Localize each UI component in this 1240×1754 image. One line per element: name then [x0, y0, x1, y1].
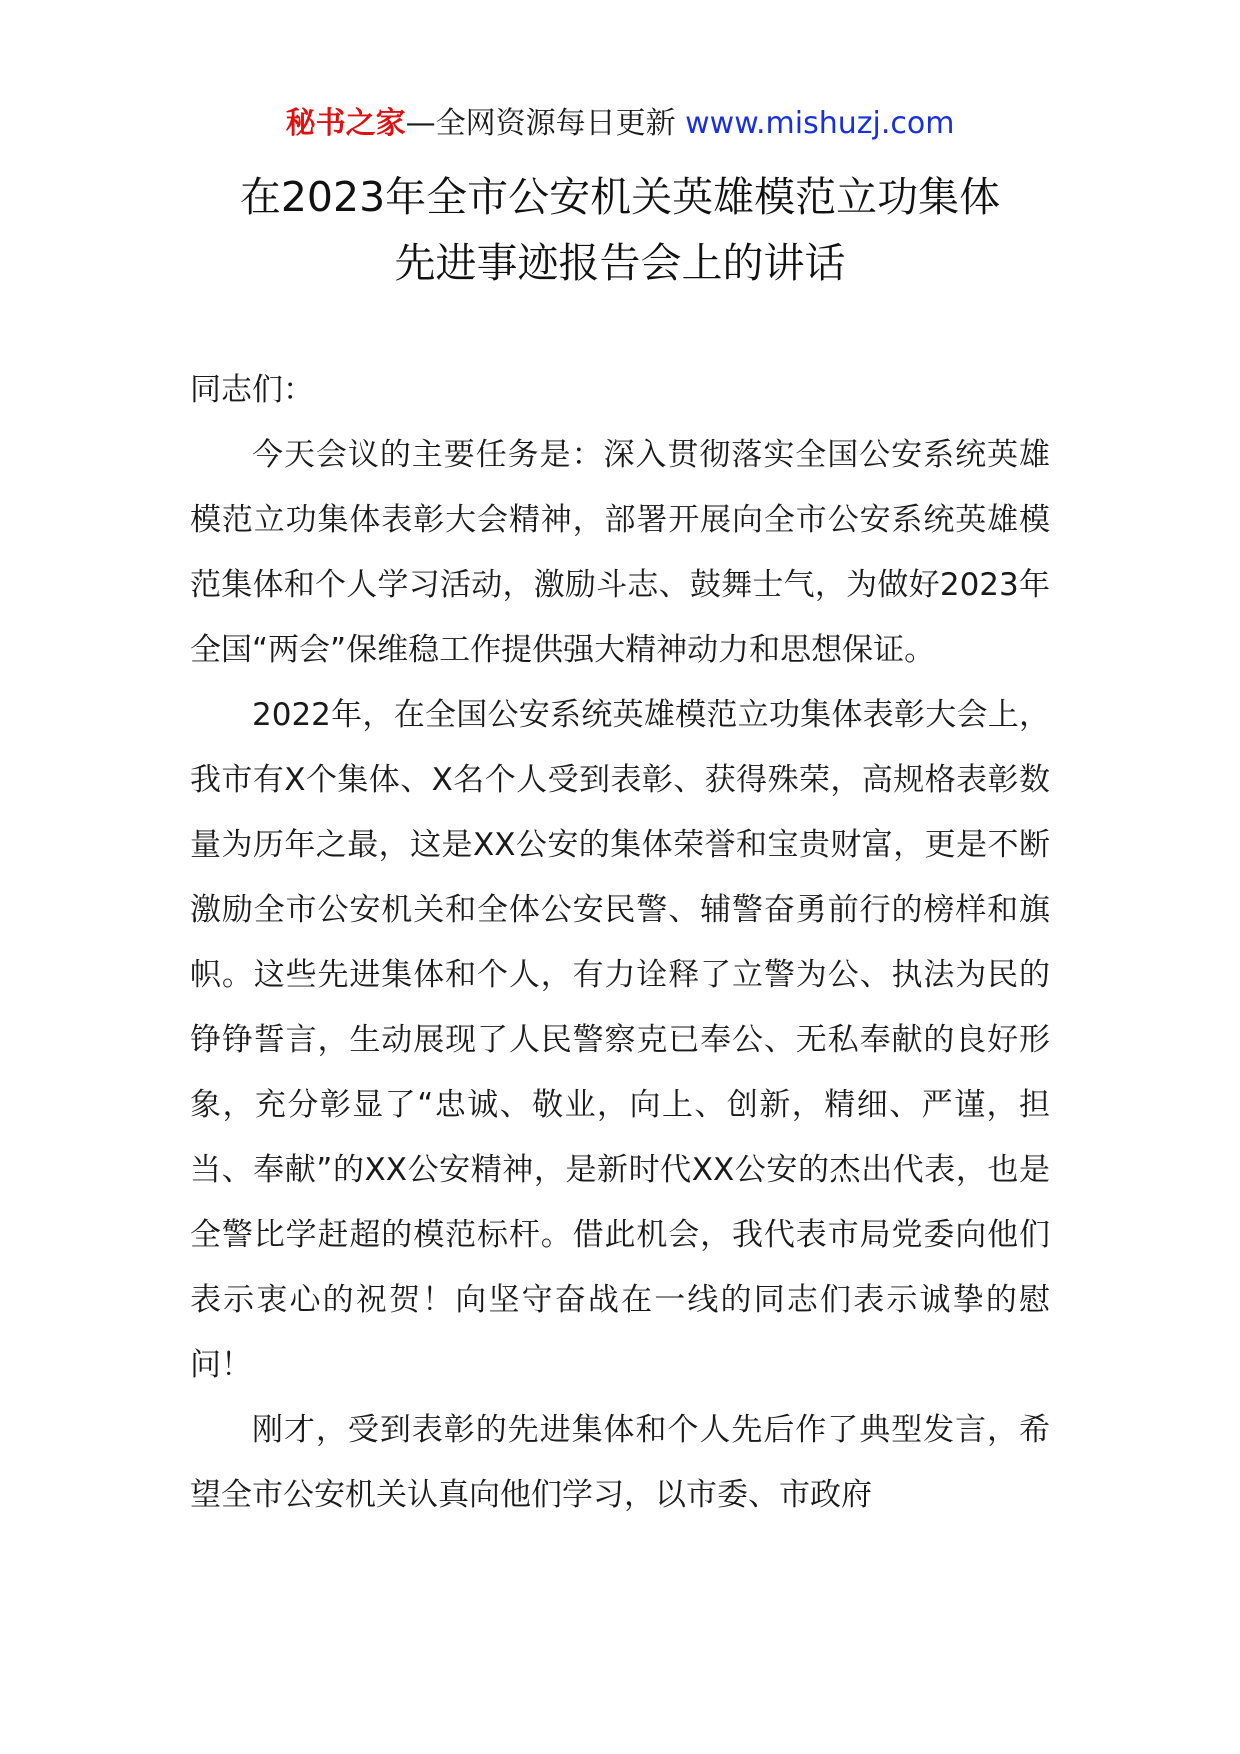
- paragraph: 刚才，受到表彰的先进集体和个人先后作了典型发言，希望全市公安机关认真向他们学习，以市委、市政府: [190, 1412, 1050, 1513]
- site-header: [0, 104, 1240, 144]
- paragraph: 2022年，在全国公安系统英雄模范立功集体表彰大会上，我市有X个集体、X名个人受到表彰、获得殊荣，高规格表彰数量为历年之最，这是XX公安的集体荣誉和宝贵财富，更是不断激励全市公安机关和全体公安民警、辅警奋勇前行的榜样和旗帜。这些先进集体和个人，有力诠释了立警为公、执法为民的铮铮誓言，生动展现了人民警察克已奉公、无私奉献的良好形象，充分彰显了“忠诚、敬业，向上、创新，精细、严谨，担当、奉献”的XX公安精神，是新时代XX公安的杰出代表，也是全警比学赶超的模范标杆。借此机会，我代表市局党委向他们表示衷心的祝贺！向坚守奋战在一线的同志们表示诚挚的慰问！: [190, 697, 1050, 1383]
- site-url-link[interactable]: www.mishuzj.com: [685, 106, 955, 141]
- document-title-line-1: 在2023年全市公安机关英雄模范立功集体: [239, 173, 1001, 221]
- header-tagline: —全网资源每日更新: [405, 106, 676, 141]
- document-title: [0, 164, 1240, 296]
- document-title-line-2: 先进事迹报告会上的讲话: [394, 239, 846, 287]
- salutation: 同志们：: [190, 372, 314, 408]
- brand-name: 秘书之家: [285, 106, 406, 141]
- paragraph: 今天会议的主要任务是：深入贯彻落实全国公安系统英雄模范立功集体表彰大会精神，部署开展向全市公安系统英雄模范集体和个人学习活动，激励斗志、鼓舞士气，为做好2023年全国“两会”保维稳工作提供强大精神动力和思想保证。: [190, 437, 1050, 668]
- document-body: [190, 358, 1050, 1528]
